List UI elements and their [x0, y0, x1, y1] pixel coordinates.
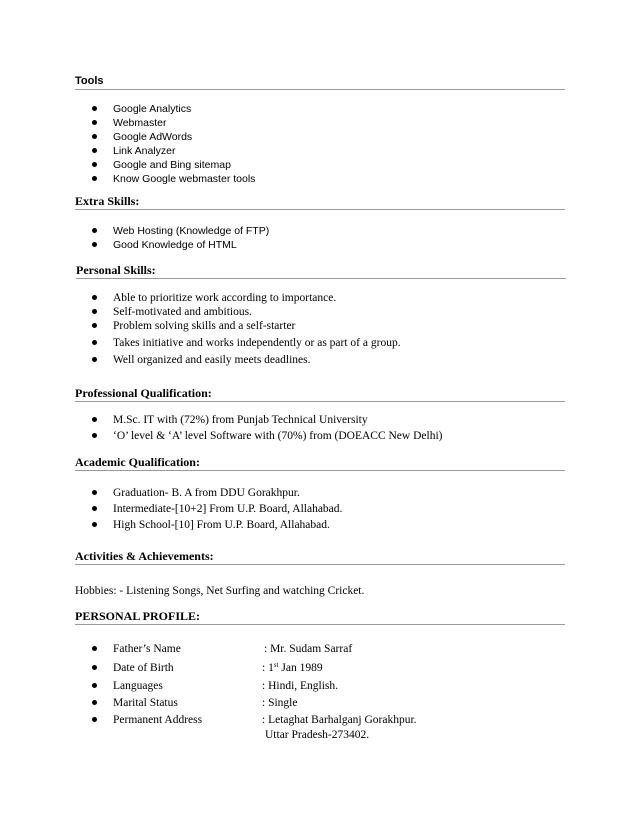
address-line-2: Uttar Pradesh-273402. — [265, 729, 370, 741]
tools-heading: Tools — [75, 74, 565, 90]
bullet-icon — [92, 357, 97, 362]
bullet-icon — [92, 433, 97, 438]
professional-qualification-heading: Professional Qualification: — [75, 386, 565, 402]
bullet-icon — [92, 120, 97, 125]
bullet-icon — [92, 309, 97, 314]
bullet-icon — [92, 176, 97, 181]
bullet-icon — [92, 506, 97, 511]
bullet-icon — [92, 683, 97, 688]
bullet-icon — [92, 490, 97, 495]
extra-skills-heading: Extra Skills: — [75, 194, 565, 210]
bullet-icon — [92, 228, 97, 233]
date-of-birth-value: : 1st Jan 1989 — [262, 661, 323, 674]
bullet-icon — [92, 295, 97, 300]
bullet-icon — [92, 162, 97, 167]
bullet-icon — [92, 242, 97, 247]
bullet-icon — [92, 700, 97, 705]
bullet-icon — [92, 646, 97, 651]
bullet-icon — [92, 417, 97, 422]
bullet-icon — [92, 323, 97, 328]
bullet-icon — [92, 665, 97, 670]
bullet-icon — [92, 134, 97, 139]
resume-page: Tools Google Analytics Webmaster Google AdWords Link Analyzer Google and Bing sitemap Know Google webmaster tools Extra Skills: Web Hosting (Knowledge of FTP) Good Knowledge of HTML Personal Skills: Able to prioritize work according to importance. Self-motivated and ambitious. Problem solving skills and a self-starter Takes initiative and works independently or as part of a group. Well organized and easily meets deadlines. Professional Qualification: M.Sc. IT with (72%) from Punjab Technical University ‘O’ level & ‘A’ level Software with (70%) from (DOEACC New Delhi) Academic Qualification: Graduation- B. A from DDU Gorakhpur. Intermediate-[10+2] From U.P. Board, Allahabad. High School-[10] From U.P. Board, Allahabad. Activities & Achievements: Hobbies: - Listening Songs, Net Surfing and watching Cricket. PERSONAL PROFILE: Father’s Name : Mr. Sudam Sarraf Date of Birth : 1st Jan 1989 Languages : Hindi, English. Marital Status : Single Permanent Address : Letaghat Barhalganj Gorakhpur. Uttar Pradesh-273402. — [0, 0, 638, 826]
bullet-icon — [92, 522, 97, 527]
hobbies-text: Hobbies: - Listening Songs, Net Surfing and watching Cricket. — [75, 585, 365, 597]
bullet-icon — [92, 717, 97, 722]
bullet-icon — [92, 106, 97, 111]
academic-qualification-heading: Academic Qualification: — [75, 455, 565, 471]
bullet-icon — [92, 340, 97, 345]
activities-heading: Activities & Achievements: — [75, 549, 565, 565]
personal-skills-heading: Personal Skills: — [76, 263, 566, 279]
personal-profile-heading: PERSONAL PROFILE: — [75, 609, 565, 625]
bullet-icon — [92, 148, 97, 153]
